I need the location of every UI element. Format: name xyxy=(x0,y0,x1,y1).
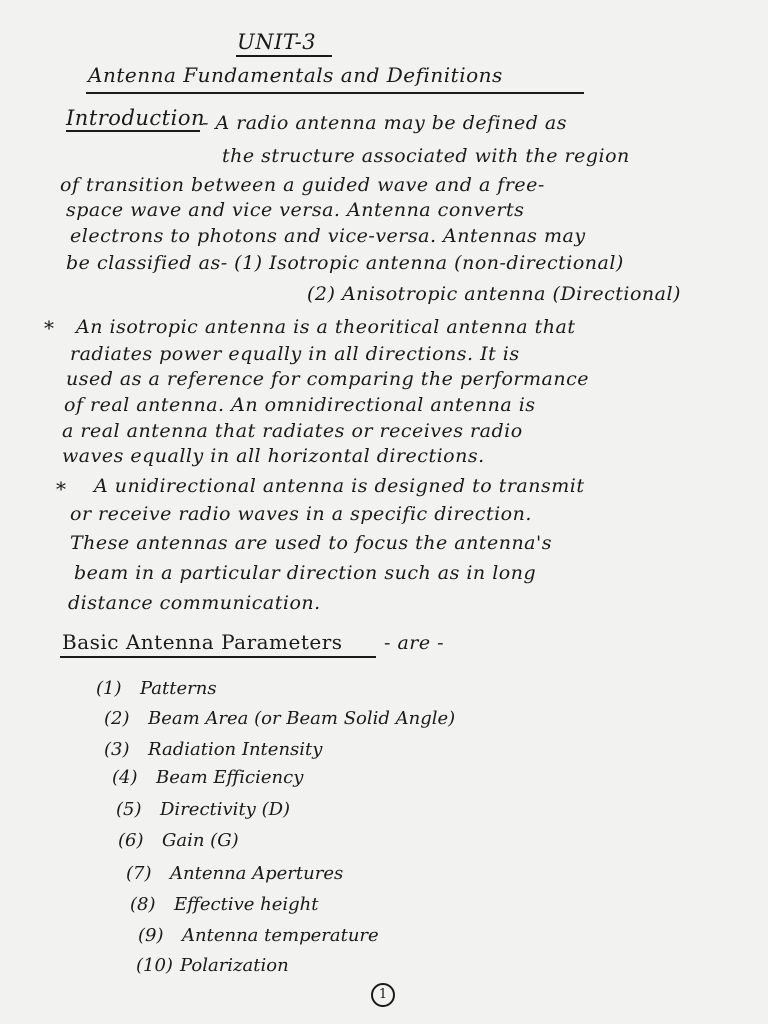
parameter-label: Directivity (D) xyxy=(160,799,291,820)
intro-line: space wave and vice versa. Antenna converts xyxy=(66,199,525,221)
parameter-item xyxy=(112,767,303,788)
parameter-item xyxy=(104,739,322,760)
bullet-marker: * xyxy=(44,316,54,340)
bullet-line: of real antenna. An omnidirectional antenna is xyxy=(64,394,536,416)
bullet-line: waves equally in all horizontal directions. xyxy=(62,445,485,467)
unit-title-underline xyxy=(236,55,332,57)
intro-line: electrons to photons and vice-versa. Antennas may xyxy=(70,225,586,247)
bullet-line: a real antenna that radiates or receives radio xyxy=(62,420,523,442)
bullet-line: These antennas are used to focus the antenna's xyxy=(70,532,552,554)
parameter-item xyxy=(136,955,289,976)
parameter-item xyxy=(118,830,239,851)
bullet-line: An isotropic antenna is a theoritical antenna that xyxy=(76,316,576,338)
page-number: 1 xyxy=(371,983,395,1007)
unit-title: UNIT-3 xyxy=(237,30,317,54)
page-title: Antenna Fundamentals and Definitions xyxy=(88,63,503,87)
bullet-line: A unidirectional antenna is designed to transmit xyxy=(94,475,585,497)
parameter-label: Antenna temperature xyxy=(182,925,379,946)
parameter-item xyxy=(96,678,217,699)
parameter-number: (8) xyxy=(130,894,156,915)
parameter-label: Beam Efficiency xyxy=(156,767,304,788)
parameter-item xyxy=(138,925,379,946)
parameter-number: (4) xyxy=(112,767,138,788)
parameters-heading-underline xyxy=(60,656,376,658)
bullet-line: or receive radio waves in a specific direction. xyxy=(70,503,532,525)
intro-line: of transition between a guided wave and a free- xyxy=(60,174,545,196)
bullet-marker: * xyxy=(56,477,66,501)
parameter-number: (5) xyxy=(116,799,142,820)
parameter-label: Antenna Apertures xyxy=(170,863,344,884)
parameter-label: Polarization xyxy=(180,955,289,976)
parameter-label: Effective height xyxy=(174,894,319,915)
intro-line: - A radio antenna may be defined as xyxy=(202,112,567,134)
introduction-heading-underline xyxy=(66,130,200,132)
parameter-number: (9) xyxy=(138,925,164,946)
parameter-item xyxy=(126,863,343,884)
parameters-heading-suffix: - are - xyxy=(384,632,445,654)
parameters-heading: Basic Antenna Parameters xyxy=(62,630,343,654)
bullet-line: used as a reference for comparing the performance xyxy=(66,368,589,390)
parameter-number: (1) xyxy=(96,678,122,699)
parameter-label: Beam Area (or Beam Solid Angle) xyxy=(148,708,456,729)
bullet-line: beam in a particular direction such as in long xyxy=(74,562,537,584)
parameter-label: Gain (G) xyxy=(162,830,239,851)
parameter-number: (2) xyxy=(104,708,130,729)
parameter-number: (7) xyxy=(126,863,152,884)
parameter-label: Patterns xyxy=(140,678,217,699)
introduction-heading: Introduction xyxy=(66,106,205,130)
bullet-line: distance communication. xyxy=(68,592,321,614)
parameter-item xyxy=(104,708,455,729)
parameter-number: (3) xyxy=(104,739,130,760)
intro-line: (2) Anisotropic antenna (Directional) xyxy=(307,283,681,305)
parameter-item xyxy=(130,894,319,915)
intro-line: be classified as- (1) Isotropic antenna (non-directional) xyxy=(66,252,624,274)
parameter-item xyxy=(116,799,290,820)
parameter-label: Radiation Intensity xyxy=(148,739,323,760)
parameter-number: (10) xyxy=(136,955,173,976)
parameter-number: (6) xyxy=(118,830,144,851)
intro-line: the structure associated with the region xyxy=(222,145,630,167)
page-title-underline xyxy=(86,92,584,94)
bullet-line: radiates power equally in all directions. It is xyxy=(70,343,520,365)
